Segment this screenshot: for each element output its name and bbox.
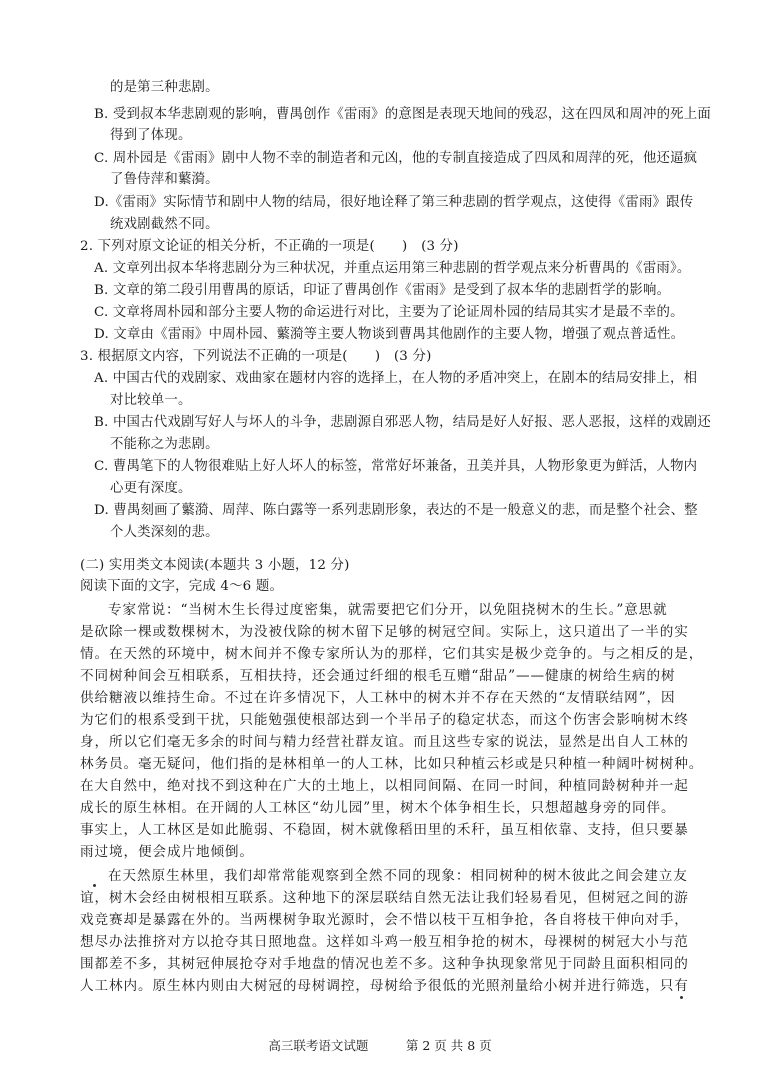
q2-stem: 2. 下列对原文论证的相关分析，不正确的一项是( ) (3 分)	[80, 239, 459, 254]
passage-line: 在大自然中，绝对找不到这种在广大的土地上，以相同间隔、在同一时间，种植同龄树种并一起	[80, 778, 689, 794]
passage-line: 成长的原生林相。在开阔的人工林区“幼儿园”里，树木个体争相生长，只想超越身旁的同伴。	[80, 800, 676, 816]
q1-option-b-cont: 得到了体现。	[110, 128, 192, 143]
passage-line: 在天然原生林里，我们却常常能观察到全然不同的现象：相同树种的树木彼此之间会建立友	[108, 868, 688, 884]
q1-option-b: B. 受到叔本华悲剧观的影响，曹禺创作《雷雨》的意图是表现天地间的残忍，这在四凤和周冲的死上面	[94, 107, 711, 122]
passage-line: 人工林内。原生林内则由大树冠的母树调控，母树给予很低的光照剂量给小树并进行筛选，只有	[80, 978, 689, 994]
passage-line: 是砍除一棵或数棵树木，为没被伐除的树木留下足够的树冠空间。实际上，这只道出了一半的实	[80, 624, 689, 640]
passage-line: 专家常说：“当树木生长得过度密集，就需要把它们分开，以免阻挠树木的生长。”意思就	[108, 602, 668, 618]
q3-option-c: C. 曹禺笔下的人物很难贴上好人坏人的标签，常常好坏兼备，丑美并具，人物形象更为鲜活，人物内	[94, 459, 698, 474]
q3-option-a-cont: 对比较单一。	[110, 393, 192, 408]
section-2-instruction: 阅读下面的文字，完成 4～6 题。	[80, 579, 284, 594]
passage-line: 事实上，人工林区是如此脆弱、不稳固，树木就像稻田里的禾秆，虽互相依靠、支持，但只要暴	[80, 822, 689, 838]
passage-line: 为它们的根系受到干扰，只能勉强使根部达到一个半吊子的稳定状态，而这个伤害会影响树木终	[80, 712, 689, 728]
scan-speck	[680, 996, 683, 999]
q2-option-c: C. 文章将周朴园和部分主要人物的命运进行对比，主要为了论证周朴园的结局其实才是最不幸的。	[94, 305, 684, 320]
q2-option-a: A. 文章列出叔本华将悲剧分为三种状况，并重点运用第三种悲剧的哲学观点来分析曹禺的《雷雨》。	[94, 261, 691, 276]
passage-line: 身，所以它们毫无多余的时间与精力经营社群友谊。而且这些专家的说法，显然是出自人工林的	[80, 734, 689, 750]
q2-option-b: B. 文章的第二段引用曹禺的原话，印证了曹禺创作《雷雨》是受到了叔本华的悲剧哲学的影响。	[94, 283, 671, 298]
section-2-heading: (二) 实用类文本阅读(本题共 3 小题，12 分)	[80, 558, 350, 573]
q1-option-c: C. 周朴园是《雷雨》剧中人物不幸的制造者和元凶，他的专制直接造成了四凤和周萍的死，他还逼疯	[94, 151, 698, 166]
q3-option-b-cont: 不能称之为悲剧。	[110, 437, 219, 452]
q1-option-d-cont: 统戏剧截然不同。	[110, 217, 219, 232]
q3-option-b: B. 中国古代戏剧写好人与坏人的斗争，悲剧源自邪恶人物，结局是好人好报、恶人恶报，这样的戏剧还	[94, 415, 711, 430]
passage-line: 不同树种间会互相联系，互相扶持，还会通过纤细的根毛互赠“甜品”——健康的树给生病的树	[80, 668, 676, 684]
passage-line: 戏竞赛却是暴露在外的。当两棵树争取光源时，会不惜以枝干互相争抢，各自将枝干伸向对手，	[80, 912, 689, 928]
passage-line: 雨过境，便会成片地倾倒。	[80, 844, 254, 860]
passage-line: 想尽办法推挤对方以抢夺其日照地盘。这样如斗鸡一般互相争抢的树木，母裸树的树冠大小与范	[80, 934, 689, 950]
q1-option-a-tail: 的是第三种悲剧。	[110, 80, 219, 95]
passage-line: 谊，树木会经由树根相互联系。这种地下的深层联结自然无法让我们轻易看见，但树冠之间的游	[80, 890, 689, 906]
q3-option-a: A. 中国古代的戏剧家、戏曲家在题材内容的选择上，在人物的矛盾冲突上，在剧本的结局安排上，相	[94, 371, 698, 386]
scan-speck	[93, 884, 96, 887]
q2-option-d: D. 文章由《雷雨》中周朴园、蘩漪等主要人物谈到曹禺其他剧作的主要人物，增强了观点普适性。	[94, 327, 685, 342]
q3-option-c-cont: 心更有深度。	[110, 481, 192, 496]
passage-line: 情。在天然的环境中，树木间并不像专家所认为的那样，它们其实是极少竞争的。与之相反的是，	[80, 646, 704, 662]
passage-line: 林务员。毫无疑问，他们指的是林相单一的人工林，比如只种植云杉或是只种植一种阔叶树树种。	[80, 756, 704, 772]
q1-option-d: D.《雷雨》实际情节和剧中人物的结局，很好地诠释了第三种悲剧的哲学观点，这使得《雷雨》跟传	[94, 195, 694, 210]
q3-option-d-cont: 个人类深刻的悲。	[110, 525, 219, 540]
passage-line: 围都差不多，其树冠伸展抢夺对手地盘的情况也差不多。这种争执现象常见于同龄且面积相同的	[80, 956, 689, 972]
q1-option-c-cont: 了鲁侍萍和蘩漪。	[110, 172, 219, 187]
q3-stem: 3. 根据原文内容，下列说法不正确的一项是( ) (3 分)	[80, 349, 432, 364]
q3-option-d: D. 曹禺刻画了蘩漪、周萍、陈白露等一系列悲剧形象，表达的不是一般意义的悲，而是整个社会、整	[94, 503, 698, 518]
passage-line: 供给糖液以维持生命。不过在许多情况下，人工林中的树木并不存在天然的“友情联结网”，因	[80, 690, 676, 706]
page-footer: 高三联考语文试题 第 2 页 共 8 页	[268, 1038, 492, 1053]
